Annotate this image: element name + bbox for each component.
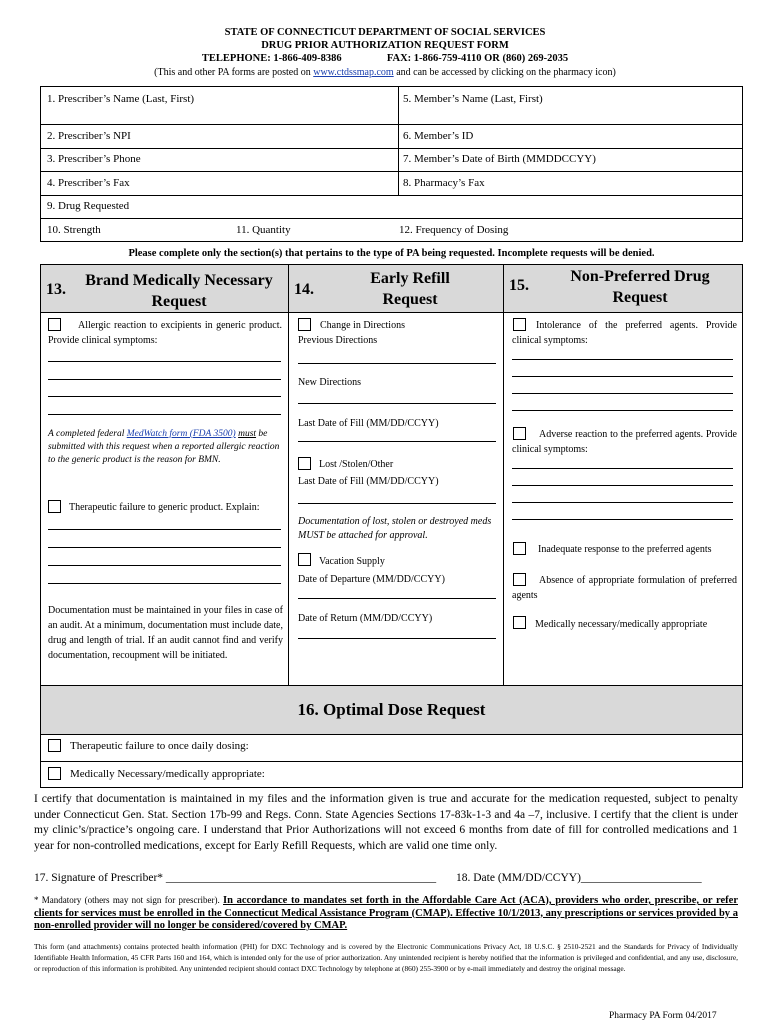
section-15-number: 15. — [509, 277, 529, 294]
form-version: Pharmacy PA Form 04/2017 — [609, 1011, 717, 1021]
forms-note: (This and other PA forms are posted on www.ctdssmap.com and can be accessed by clicking on the pharmacy icon) — [154, 67, 616, 78]
section-15-title: Non-Preferred Drug Request — [570, 268, 710, 306]
symptoms-line[interactable] — [48, 414, 281, 415]
change-directions-label: Change in Directions — [320, 320, 405, 331]
documentation-note: Documentation must be maintained in your files in case of an audit. At a minimum, documentation must include date, drug and length of trial. If an audit cannot find and verify documentation, recoupment will be initiated. — [48, 605, 283, 661]
inadequate-response-checkbox[interactable] — [513, 542, 526, 555]
departure-date-line[interactable] — [298, 598, 496, 599]
privacy-notice: This form (and attachments) contains protected health information (PHI) for DXC Technology and is covered by the Electronic Communications Privacy Act, 18 U.S.C. § 2510-2521 and the Standards for Privacy of Individually Identifiable Health Information, 45 CFR Parts 160 and 164, which is intended only for the use of prior authorization. Any unintended recipient is hereby notified that the information is privileged and confidential, and any use, disclosure, or reproduction of this information is prohibited. Any unintended recipient should contact DXC Technology by telephone at (860) 255-3900 or by e-mail immediately and destroy the original message. — [34, 942, 738, 974]
medwatch-note: A completed federal MedWatch form (FDA 3500) must be submitted with this request when a reported allergic reaction to the generic product is the reason for BMN. — [48, 429, 280, 465]
strength-field[interactable]: 10. Strength — [47, 224, 101, 236]
absence-formulation-label: Absence of appropriate formulation of preferred agents — [512, 575, 737, 601]
member-dob-field[interactable]: 7. Member’s Date of Birth (MMDDCCYY) — [403, 153, 596, 165]
medically-necessary-checkbox[interactable] — [513, 616, 526, 629]
prescriber-phone-field[interactable]: 3. Prescriber’s Phone — [47, 153, 141, 165]
section-instruction: Please complete only the section(s) that pertains to the type of PA being requested. Incomplete requests will be denied. — [128, 248, 655, 259]
symptoms-line[interactable] — [48, 379, 281, 380]
last-fill-line[interactable] — [298, 441, 496, 442]
prescriber-fax-field[interactable]: 4. Prescriber’s Fax — [47, 177, 130, 189]
return-date-line[interactable] — [298, 638, 496, 639]
lost-stolen-label: Lost /Stolen/Other — [319, 459, 394, 470]
symptoms-line[interactable] — [512, 519, 733, 520]
form-agency-title: STATE OF CONNECTICUT DEPARTMENT OF SOCIAL SERVICES — [224, 27, 546, 38]
departure-date-label: Date of Departure (MM/DD/CCYY) — [298, 574, 445, 585]
intolerance-label: Intolerance of the preferred agents. Provide clinical symptoms: — [512, 320, 737, 346]
section-14-title: Early Refill Request — [370, 270, 450, 308]
inadequate-response-label: Inadequate response to the preferred agents — [538, 544, 712, 555]
explain-line[interactable] — [48, 583, 281, 584]
vacation-supply-label: Vacation Supply — [319, 556, 385, 567]
section-14-number: 14. — [294, 281, 314, 298]
previous-directions-label: Previous Directions — [298, 335, 378, 346]
symptoms-line[interactable] — [512, 468, 733, 469]
symptoms-line[interactable] — [48, 361, 281, 362]
change-directions-checkbox[interactable] — [298, 318, 311, 331]
adverse-reaction-label: Adverse reaction to the preferred agents. Provide clinical symptoms: — [512, 429, 737, 455]
medwatch-link[interactable]: MedWatch form (FDA 3500) — [126, 429, 236, 439]
therapeutic-failure-label: Therapeutic failure to generic product. Explain: — [69, 502, 260, 513]
prescriber-npi-field[interactable]: 2. Prescriber’s NPI — [47, 130, 131, 142]
therapeutic-failure-checkbox[interactable] — [48, 500, 61, 513]
fax-number: FAX: 1-866-759-4110 OR (860) 269-2035 — [386, 53, 569, 64]
mandatory-note: * Mandatory (others may not sign for prescriber). In accordance to mandates set forth in the Affordable Care Act (ACA), providers who order, prescribe, or refer clients for services must be enrolled in the Connecticut Medical Assistance Program (CMAP). Effective 10/1/2013, any prescriptions or services provided by a non-enrolled provider will no longer be considered/covered by CMAP. — [34, 895, 738, 931]
certification-statement: I certify that documentation is maintained in my files and the information given is true and accurate for the medication requested, subject to penalty under Connecticut Gen. Stat. Section 17b-99 and Regs. Conn. State Agencies Sections 17-83k-1-3 and 4a –7, inclusive. I certify that the client is under my clinic’s/practice’s ongoing care. I understand that Prior Authorizations will not exceed 6 months from date of fill for controlled medications and 1 year for non-controlled medications, except for Early Refill Requests, which are valid one time only. — [34, 793, 738, 852]
last-fill-line[interactable] — [298, 503, 496, 504]
symptoms-line[interactable] — [512, 502, 733, 503]
once-daily-failure-label: Therapeutic failure to once daily dosing: — [70, 740, 249, 752]
telephone-number: TELEPHONE: 1-866-409-8386 — [201, 53, 342, 64]
new-directions-label: New Directions — [298, 377, 362, 388]
medically-necessary-label: Medically necessary/medically appropriate — [535, 619, 708, 630]
pharmacy-fax-field[interactable]: 8. Pharmacy’s Fax — [403, 177, 485, 189]
signature-date-field[interactable]: 18. Date (MM/DD/CCYY)_____________________ — [456, 872, 702, 884]
new-directions-line[interactable] — [298, 403, 496, 404]
member-id-field[interactable]: 6. Member’s ID — [403, 130, 474, 142]
symptoms-line[interactable] — [48, 396, 281, 397]
section-13-number: 13. — [46, 281, 66, 298]
explain-line[interactable] — [48, 565, 281, 566]
contact-line — [0, 53, 770, 64]
explain-line[interactable] — [48, 529, 281, 530]
symptoms-line[interactable] — [512, 485, 733, 486]
optimal-medically-necessary-checkbox[interactable] — [48, 767, 61, 780]
drug-requested-field[interactable]: 9. Drug Requested — [47, 200, 130, 212]
symptoms-line[interactable] — [512, 410, 733, 411]
allergic-reaction-label: Allergic reaction to excipients in generic product. Provide clinical symptoms: — [48, 320, 282, 346]
section-13-title: Brand Medically Necessary Request — [85, 272, 273, 310]
member-name-field[interactable]: 5. Member’s Name (Last, First) — [403, 93, 543, 105]
symptoms-line[interactable] — [512, 393, 733, 394]
return-date-label: Date of Return (MM/DD/CCYY) — [298, 613, 433, 624]
lost-documentation-note: Documentation of lost, stolen or destroyed meds MUST be attached for approval. — [298, 516, 492, 541]
explain-line[interactable] — [48, 547, 281, 548]
quantity-field[interactable]: 11. Quantity — [236, 224, 291, 236]
website-link[interactable]: www.ctdssmap.com — [313, 67, 394, 78]
lost-stolen-checkbox[interactable] — [298, 457, 311, 470]
form-title: DRUG PRIOR AUTHORIZATION REQUEST FORM — [261, 40, 509, 51]
last-fill-label: Last Date of Fill (MM/DD/CCYY) — [298, 476, 439, 487]
symptoms-line[interactable] — [512, 376, 733, 377]
once-daily-failure-checkbox[interactable] — [48, 739, 61, 752]
aca-enrollment-notice: In accordance to mandates set forth in the Affordable Care Act (ACA), providers who order, prescribe, or refer clients for services must be enrolled in the Connecticut Medical Assistance Program (CMAP). Effective 10/1/2013, any prescriptions or services provided by a non-enrolled provider will no longer be considered/covered by CMAP. — [34, 895, 738, 931]
signature-field[interactable]: 17. Signature of Prescriber* _______________________________________________ — [34, 872, 437, 884]
frequency-field[interactable]: 12. Frequency of Dosing — [399, 224, 509, 236]
optimal-medically-necessary-label: Medically Necessary/medically appropriate: — [70, 768, 265, 780]
vacation-supply-checkbox[interactable] — [298, 553, 311, 566]
prescriber-name-field[interactable]: 1. Prescriber’s Name (Last, First) — [47, 93, 195, 105]
previous-directions-line[interactable] — [298, 363, 496, 364]
last-fill-label: Last Date of Fill (MM/DD/CCYY) — [298, 418, 439, 429]
symptoms-line[interactable] — [512, 359, 733, 360]
section-16-title: 16. Optimal Dose Request — [297, 700, 486, 719]
